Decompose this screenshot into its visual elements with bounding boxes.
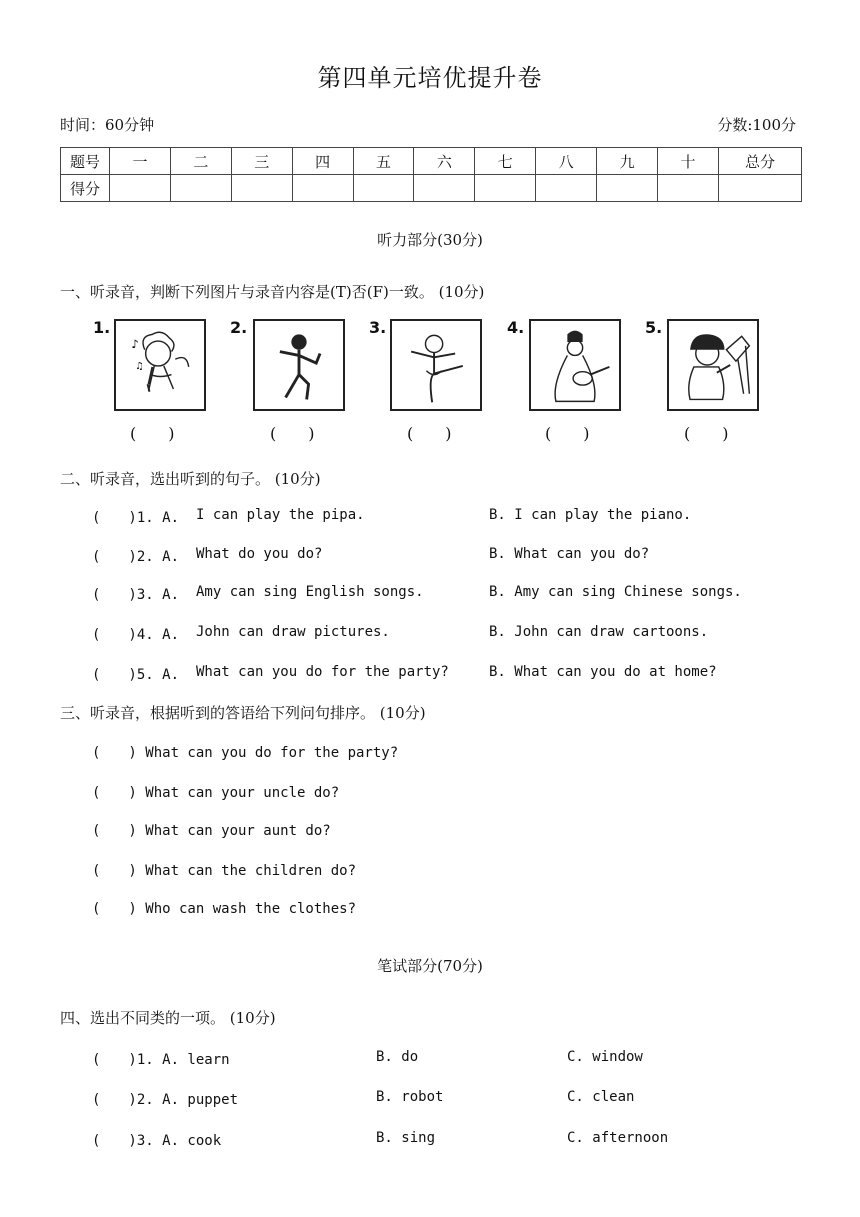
table-cell: 十 — [658, 148, 719, 175]
score-cell[interactable] — [536, 175, 597, 202]
section2-title: 二、听录音，选出听到的句子。 (10分) — [60, 470, 321, 488]
picture-box-4 — [529, 319, 621, 411]
list-item: ( ) What can the children do? — [92, 863, 357, 879]
option-b: B. What can you do at home? — [489, 664, 717, 680]
table-cell: 一 — [110, 148, 171, 175]
option-a: ( )2. A. puppet — [92, 1092, 239, 1108]
list-item: ( ) What can your uncle do? — [92, 785, 340, 801]
woman-playing-pipa-icon — [531, 321, 619, 409]
score-cell[interactable] — [231, 175, 292, 202]
listening-section-header: 听力部分(30分) — [377, 231, 483, 249]
answer-paren[interactable]: ( ) — [545, 424, 590, 443]
picture-number: 5. — [645, 318, 663, 337]
table-cell: 九 — [597, 148, 658, 175]
option-b: B. John can draw cartoons. — [489, 624, 709, 640]
table-cell: 题号 — [61, 148, 110, 175]
answer-paren[interactable]: ( ) — [684, 424, 729, 443]
picture-box-5 — [667, 319, 759, 411]
time-label: 时间：60分钟 — [60, 116, 155, 134]
boy-kungfu-icon — [255, 321, 343, 409]
score-cell[interactable] — [719, 175, 802, 202]
option-b: B. I can play the piano. — [489, 507, 692, 523]
score-cell[interactable] — [414, 175, 475, 202]
answer-paren[interactable]: ( ) — [130, 424, 175, 443]
girl-painting-icon — [669, 321, 757, 409]
option-a: What can you do for the party? — [196, 664, 449, 680]
score-cell[interactable] — [110, 175, 171, 202]
option-b: B. What can you do? — [489, 546, 650, 562]
table-cell: 七 — [475, 148, 536, 175]
table-cell: 二 — [170, 148, 231, 175]
option-c: C. clean — [567, 1089, 635, 1105]
svg-text:♪: ♪ — [131, 336, 139, 351]
page-title: 第四单元培优提升卷 — [317, 64, 543, 92]
option-c: C. afternoon — [567, 1130, 669, 1146]
score-cell[interactable] — [597, 175, 658, 202]
answer-paren[interactable]: ( ) — [270, 424, 315, 443]
option-b: B. do — [376, 1049, 419, 1065]
score-table — [60, 147, 802, 202]
option-a: Amy can sing English songs. — [196, 584, 424, 600]
option-b: B. Amy can sing Chinese songs. — [489, 584, 742, 600]
score-cell[interactable] — [353, 175, 414, 202]
option-a: I can play the pipa. — [196, 507, 365, 523]
option-c: C. window — [567, 1049, 643, 1065]
table-cell: 五 — [353, 148, 414, 175]
score-table-score-row — [61, 175, 802, 202]
option-a: John can draw pictures. — [196, 624, 390, 640]
option-a: What do you do? — [196, 546, 323, 562]
table-cell: 得分 — [61, 175, 110, 202]
svg-text:♫: ♫ — [135, 360, 144, 372]
table-cell: 三 — [231, 148, 292, 175]
question-prefix: ( )2. A. — [92, 549, 180, 565]
table-cell: 八 — [536, 148, 597, 175]
list-item: ( ) Who can wash the clothes? — [92, 901, 357, 917]
option-b: B. robot — [376, 1089, 444, 1105]
question-prefix: ( )1. A. — [92, 510, 180, 526]
score-cell[interactable] — [475, 175, 536, 202]
question-prefix: ( )4. A. — [92, 627, 180, 643]
written-section-header: 笔试部分(70分) — [377, 957, 483, 975]
answer-paren[interactable]: ( ) — [407, 424, 452, 443]
picture-number: 3. — [369, 318, 387, 337]
score-label: 分数:100分 — [717, 116, 796, 134]
girl-singing-icon — [116, 321, 204, 409]
section3-title: 三、听录音，根据听到的答语给下列问句排序。 (10分) — [60, 704, 426, 722]
picture-box-1 — [114, 319, 206, 411]
section1-title: 一、听录音，判断下列图片与录音内容是(T)否(F)一致。 (10分) — [60, 283, 485, 301]
score-cell[interactable] — [658, 175, 719, 202]
option-b: B. sing — [376, 1130, 436, 1146]
section4-title: 四、选出不同类的一项。 (10分) — [60, 1009, 276, 1027]
picture-number: 2. — [230, 318, 248, 337]
question-prefix: ( )3. A. — [92, 587, 180, 603]
picture-box-3 — [390, 319, 482, 411]
question-prefix: ( )5. A. — [92, 667, 180, 683]
picture-number: 1. — [93, 318, 111, 337]
picture-box-2 — [253, 319, 345, 411]
option-a: ( )1. A. learn — [92, 1052, 230, 1068]
table-cell: 六 — [414, 148, 475, 175]
option-a: ( )3. A. cook — [92, 1133, 222, 1149]
table-cell: 总分 — [719, 148, 802, 175]
score-cell[interactable] — [292, 175, 353, 202]
list-item: ( ) What can you do for the party? — [92, 745, 399, 761]
list-item: ( ) What can your aunt do? — [92, 823, 331, 839]
girl-dancing-icon — [392, 321, 480, 409]
score-cell[interactable] — [170, 175, 231, 202]
table-cell: 四 — [292, 148, 353, 175]
picture-number: 4. — [507, 318, 525, 337]
score-table-header-row — [61, 148, 802, 175]
